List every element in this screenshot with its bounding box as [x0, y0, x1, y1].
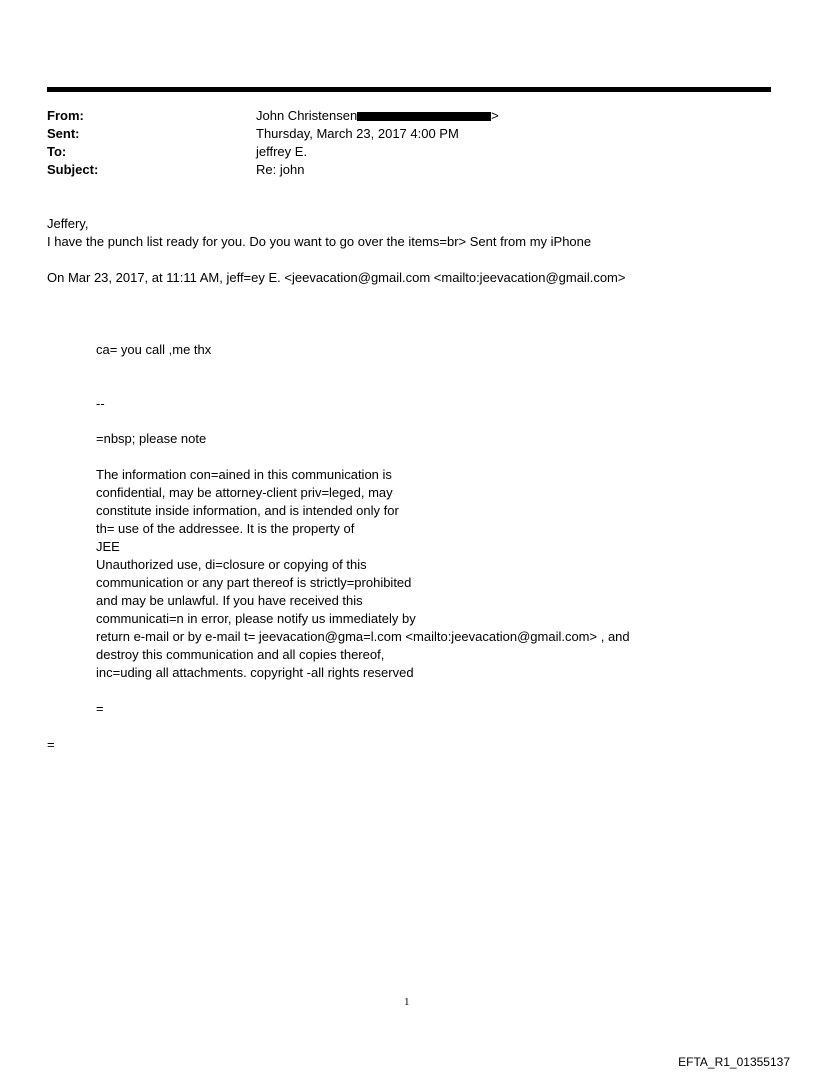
to-value: jeffrey E.: [256, 144, 308, 159]
quoted-message: ca= you call ,me thx: [96, 342, 212, 357]
disclaimer-line: destroy this communication and all copies thereof,: [96, 647, 385, 662]
redaction-bar: [357, 112, 491, 121]
from-name: John Christensen: [256, 108, 358, 123]
disclaimer-line: return e-mail or by e-mail t= jeevacation@gma=l.com <mailto:jeevacation@gmail.com> , and: [96, 629, 630, 644]
to-label: To:: [47, 144, 67, 159]
disclaimer-line: communicati=n in error, please notify us immediately by: [96, 611, 416, 626]
equals-inner: =: [96, 701, 104, 716]
please-note: =nbsp; please note: [96, 431, 207, 446]
from-label: From:: [47, 108, 84, 123]
disclaimer-line: confidential, may be attorney-client priv=leged, may: [96, 485, 393, 500]
body-line: I have the punch list ready for you. Do you want to go over the items=br> Sent from my iPhone: [47, 234, 592, 249]
disclaimer-line: Unauthorized use, di=closure or copying of this: [96, 557, 367, 572]
disclaimer-line: The information con=ained in this communication is: [96, 467, 392, 482]
equals-outer: =: [47, 737, 55, 752]
disclaimer-line: and may be unlawful. If you have received this: [96, 593, 363, 608]
page-number: 1: [404, 996, 410, 1008]
sent-label: Sent:: [47, 126, 80, 141]
disclaimer-line: communication or any part thereof is strictly=prohibited: [96, 575, 412, 590]
quote-intro: On Mar 23, 2017, at 11:11 AM, jeff=ey E. <jeevacation@gmail.com <mailto:jeevacation@gmail.com>: [47, 270, 626, 285]
subject-label: Subject:: [47, 162, 99, 177]
disclaimer-line: th= use of the addressee. It is the property of: [96, 521, 355, 536]
signature-separator: --: [96, 396, 105, 411]
from-value: [256, 107, 499, 125]
subject-value: Re: john: [256, 162, 305, 177]
header-rule: [47, 87, 771, 92]
disclaimer-line: JEE: [96, 539, 120, 554]
sent-value: Thursday, March 23, 2017 4:00 PM: [256, 126, 459, 141]
disclaimer-line: constitute inside information, and is intended only for: [96, 503, 399, 518]
greeting: Jeffery,: [47, 216, 89, 231]
from-close: >: [491, 108, 499, 123]
bates-number: EFTA_R1_01355137: [678, 1055, 790, 1069]
disclaimer-line: inc=uding all attachments. copyright -all rights reserved: [96, 665, 414, 680]
